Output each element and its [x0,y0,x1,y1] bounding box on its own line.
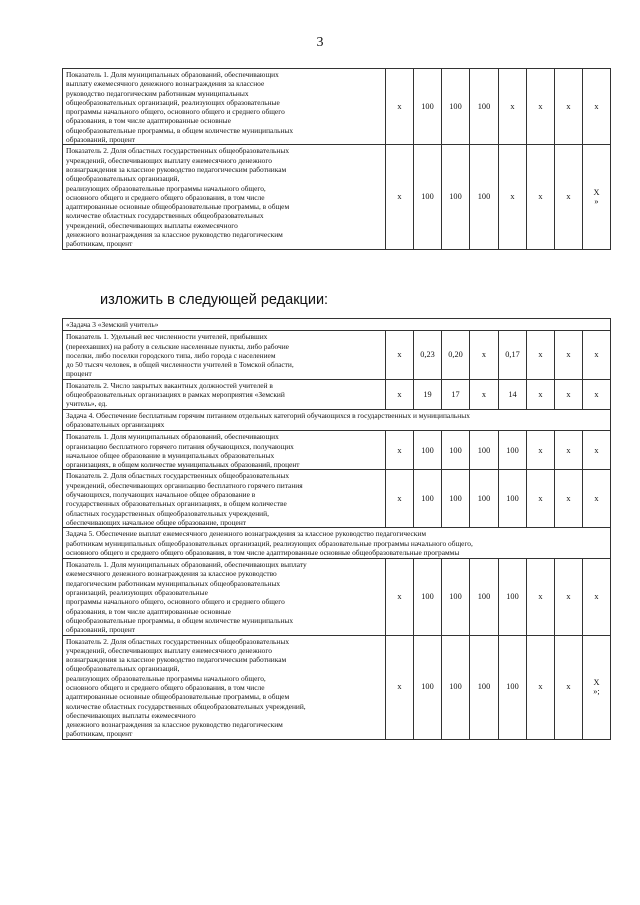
indicators-table-new [62,318,611,740]
cell-line: педагогическим работникам муниципальных общеобразовательных [66,578,281,588]
cell-line: выплату ежемесячного денежного вознаграждения за классное [66,79,265,89]
cell-line: обучающихся, получающих начальное общее образование в [66,490,256,500]
indicator-value: Х »; [583,635,611,739]
intro-text: изложить в следующей редакции: [100,292,329,308]
indicator-value: x [386,379,414,409]
cell-line: Показатель 2. Доля областных государственных общеобразовательных [66,146,290,156]
indicator-value: 100 [442,431,470,470]
indicator-value: x [386,331,414,379]
indicator-value: 100 [499,431,527,470]
cell-line: обеспечивающих выплаты ежемесячного [66,710,196,720]
indicator-value: 100 [470,635,499,739]
task-row [63,409,611,431]
indicator-value: x [386,559,414,635]
indicator-row [63,69,611,145]
cell-line: Показатель 2. Доля областных государственных общеобразовательных [66,636,290,646]
indicator-value: 100 [470,470,499,528]
cell-line: вознаграждения за классное руководство педагогическим работникам [66,164,287,174]
indicator-value: 100 [414,635,442,739]
cell-line: денежного вознаграждения за классное руководство педагогическим [66,230,283,240]
cell-line: организаций, реализующих образовательные [66,588,208,598]
indicator-row [63,331,611,379]
indicator-value: 17 [442,379,470,409]
indicator-value: x [386,145,414,249]
cell-line: (переехавших) на работу в сельские населенные пункты, либо рабочие [66,341,289,351]
cell-line: количестве областных государственных общеобразовательных учреждений, [66,701,306,711]
indicator-value: 100 [470,145,499,249]
indicator-value: x [583,431,611,470]
cell-line: образования, в том числе адаптированные основные [66,116,231,126]
cell-line: учреждений, обеспечивающих выплату ежемесячного денежного [66,645,272,655]
cell-line: работникам, процент [66,239,133,249]
indicator-value: 0,23 [414,331,442,379]
cell-line: реализующих образовательные программы начального общего, [66,673,266,683]
cell-line: поселки, либо поселки городского типа, либо города с населением [66,350,276,360]
indicator-row [63,145,611,249]
cell-line: адаптированные основные общеобразовательные программы, в общем [66,692,290,702]
indicator-description [63,331,386,379]
indicator-value: x [583,69,611,145]
task-row [63,528,611,559]
cell-line: Показатель 1. Доля муниципальных образований, обеспечивающих [66,70,279,79]
cell-line: государственных образовательных организациях, в общем количестве [66,499,287,509]
cell-line: учитель», ед. [66,399,108,409]
cell-line: общеобразовательные программы, в общем количестве муниципальных [66,125,294,135]
indicator-description [63,635,386,739]
indicator-value: x [583,559,611,635]
cell-line: Показатель 1. Удельный вес численности учителей, прибывших [66,332,268,342]
indicator-value: x [527,559,555,635]
cell-line: процент [66,369,92,379]
cell-line: областных государственных общеобразовательных учреждений, [66,508,269,518]
cell-line: Показатель 1. Доля муниципальных образований, обеспечивающих [66,432,279,442]
indicator-value: x [470,331,499,379]
indicator-value: 100 [414,145,442,249]
cell-line: начальное общее образование в муниципальных образовательных [66,450,275,460]
indicator-row [63,559,611,635]
cell-line: вознаграждения за классное руководство педагогическим работникам [66,655,287,665]
indicator-row [63,470,611,528]
cell-line: общеобразовательных организациях в рамках мероприятия «Земский [66,390,285,400]
cell-line: работникам, процент [66,729,133,739]
indicator-value: 100 [499,635,527,739]
indicator-value: 100 [414,470,442,528]
indicator-value: Х » [583,145,611,249]
indicator-value: x [527,145,555,249]
indicator-value: x [555,145,583,249]
indicator-value: 100 [414,559,442,635]
indicator-value: x [527,635,555,739]
cell-line: ежемесячного денежного вознаграждения за классное руководство [66,569,277,579]
cell-line: программы начального общего, основного общего и среднего общего [66,597,285,607]
cell-line: количестве областных государственных общеобразовательных [66,211,264,221]
indicator-value: x [555,635,583,739]
indicator-value: x [527,379,555,409]
cell-line: Показатель 2. Доля областных государственных общеобразовательных [66,471,290,481]
cell-line: образований, процент [66,625,136,635]
indicator-value: 100 [442,69,470,145]
indicator-value: 100 [414,431,442,470]
indicator-value: x [386,69,414,145]
indicator-value: x [499,69,527,145]
indicator-value: x [527,431,555,470]
indicator-value: x [386,635,414,739]
indicator-description [63,69,386,145]
indicator-value: 100 [414,69,442,145]
indicator-value: x [555,431,583,470]
indicator-description [63,559,386,635]
indicators-table-old [62,68,611,250]
indicator-value: x [386,431,414,470]
indicator-value: 100 [442,470,470,528]
cell-line: денежного вознаграждения за классное руководство педагогическим [66,720,283,730]
cell-line: Показатель 2. Число закрытых вакантных должностей учителей в [66,380,273,390]
indicator-description [63,379,386,409]
indicator-value: 0,20 [442,331,470,379]
indicator-value: 100 [499,470,527,528]
indicator-value: 100 [470,431,499,470]
indicator-row [63,431,611,470]
cell-line: программы начального общего, основного общего и среднего общего [66,107,285,117]
cell-line: образовательных организациях [66,419,165,429]
indicator-value: x [583,331,611,379]
indicator-value: 100 [442,635,470,739]
cell-line: основного общего и среднего общего образования, в том числе [66,192,265,202]
cell-line: адаптированные основные общеобразовательные программы, в общем [66,202,290,212]
indicator-value: x [555,559,583,635]
cell-line: образований, процент [66,135,136,145]
cell-line: до 50 тысяч человек, в общей численности учителей в Томской области, [66,360,294,370]
indicator-value: 0,17 [499,331,527,379]
cell-line: Показатель 1. Доля муниципальных образований, обеспечивающих выплату [66,560,307,570]
indicator-description [63,145,386,249]
cell-line: учреждений, обеспечивающих организацию бесплатного горячего питания [66,480,303,490]
task-cell [63,528,611,559]
cell-line: основного общего и среднего общего образования, в том числе адаптированные основные общеобразовательные программы [66,547,460,557]
indicator-value: 100 [499,559,527,635]
indicator-value: x [527,470,555,528]
cell-line: образования, в том числе адаптированные основные [66,606,231,616]
cell-line: учреждений, обеспечивающих выплату ежемесячного денежного [66,155,272,165]
cell-line: основного общего и среднего общего образования, в том числе [66,682,265,692]
cell-line: организацию бесплатного горячего питания обучающихся, получающих [66,441,294,451]
indicator-value: x [527,331,555,379]
indicator-value: 14 [499,379,527,409]
indicator-description [63,431,386,470]
indicator-value: x [470,379,499,409]
indicator-value: x [499,145,527,249]
indicator-value: x [555,470,583,528]
task-cell [63,319,611,331]
indicator-value: 100 [470,559,499,635]
cell-line: «Задача 3 «Земский учитель» [66,320,159,329]
indicator-value: 100 [470,69,499,145]
cell-line: учреждений, обеспечивающих выплаты ежемесячного [66,220,238,230]
indicator-value: 100 [442,559,470,635]
cell-line: общеобразовательных организаций, [66,664,180,674]
cell-line: руководство педагогическим работникам муниципальных [66,88,249,98]
indicator-value: x [527,69,555,145]
indicator-value: x [583,470,611,528]
indicator-row [63,635,611,739]
indicator-value: x [386,470,414,528]
cell-line: общеобразовательные программы, в общем количестве муниципальных [66,615,294,625]
cell-line: общеобразовательных организаций, реализующих образовательные [66,97,280,107]
cell-line: реализующих образовательные программы начального общего, [66,183,266,193]
task-cell [63,409,611,431]
page-number: 3 [316,35,324,50]
indicator-value: x [555,331,583,379]
indicator-value: x [583,379,611,409]
indicator-value: x [555,379,583,409]
cell-line: обеспечивающих начальное общее образование, процент [66,517,247,527]
indicator-value: 100 [442,145,470,249]
cell-line: общеобразовательных организаций, [66,174,180,184]
indicator-description [63,470,386,528]
indicator-row [63,379,611,409]
task-row [63,319,611,331]
indicator-value: 19 [414,379,442,409]
cell-line: Задача 5. Обеспечение выплат ежемесячного денежного вознаграждения за классное руководство педагогическим [66,529,427,539]
cell-line: Задача 4. Обеспечение бесплатным горячим питанием отдельных категорий обучающихся в государственных и муниципальных [66,410,470,420]
cell-line: организациях, в общем количестве муниципальных образований, процент [66,460,300,470]
indicator-value: x [555,69,583,145]
cell-line: работникам муниципальных общеобразовательных организаций, реализующих образовательные программы начального общего, [66,538,473,548]
